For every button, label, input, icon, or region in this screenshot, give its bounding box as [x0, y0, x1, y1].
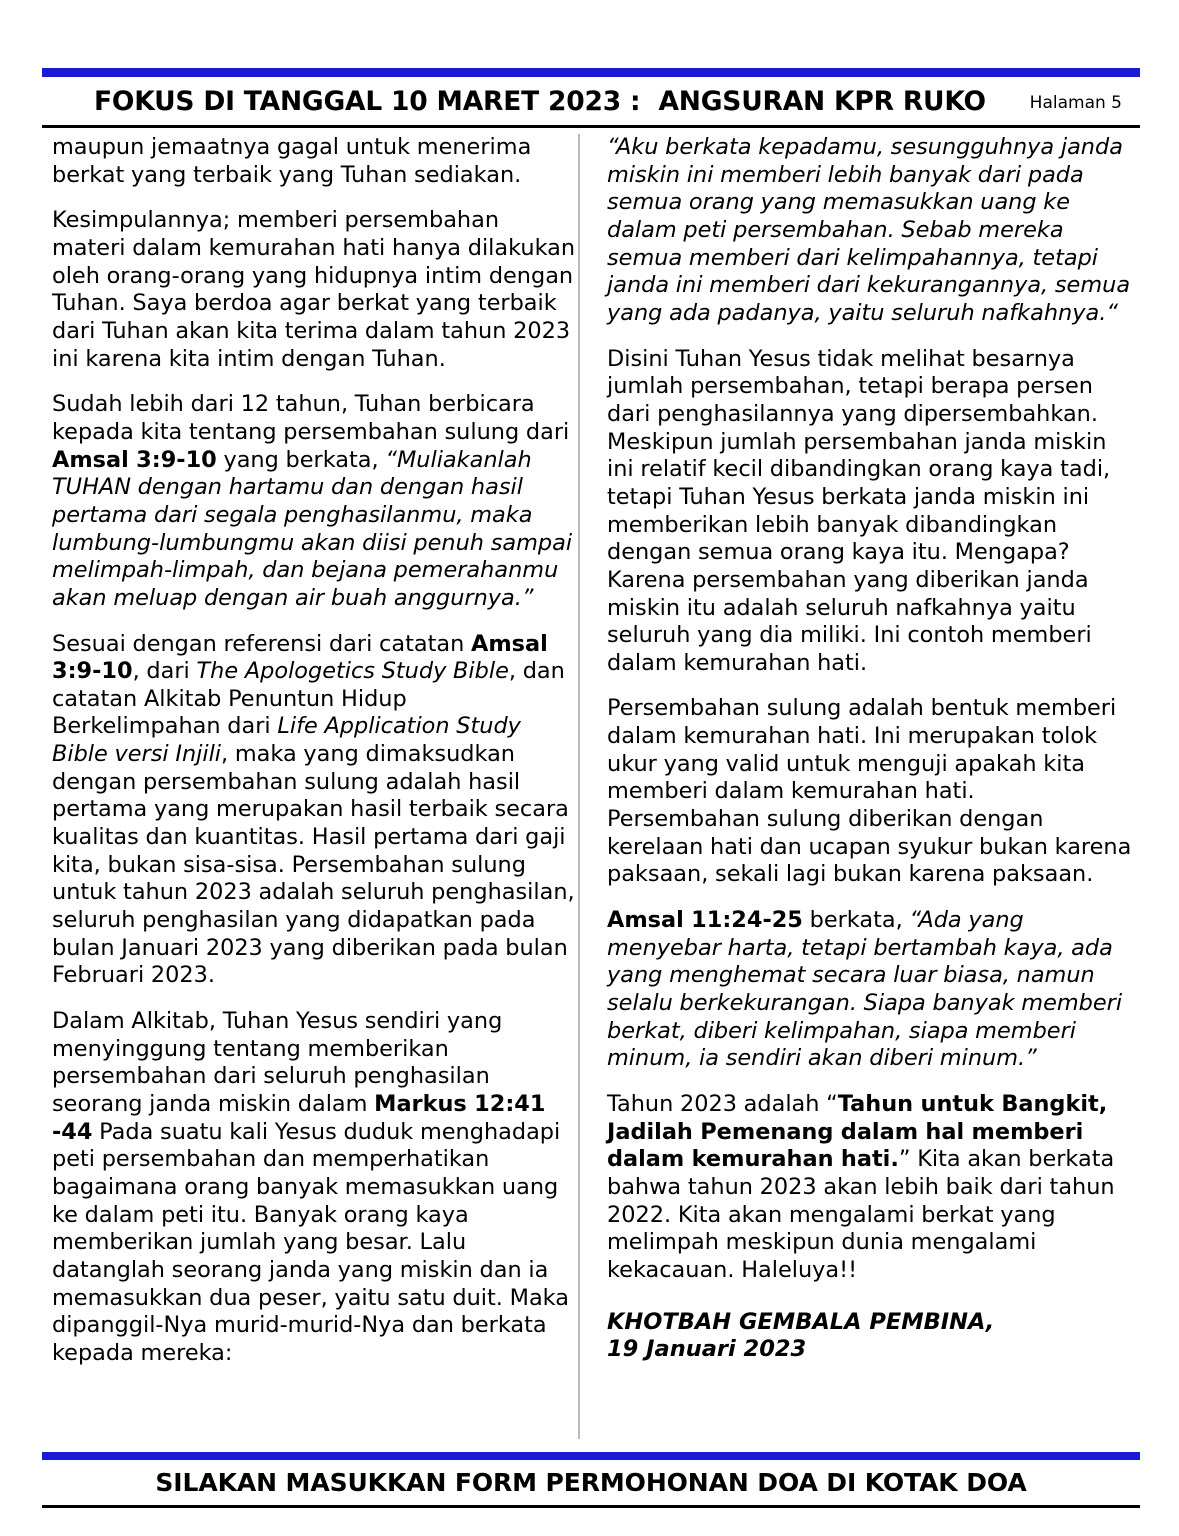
text-run: , dari: [132, 658, 197, 685]
emphasis-theme: Tahun untuk Bangkit, Jadilah Pemenang dalam hal memberi dalam kemurahan hati.: [607, 1091, 1108, 1173]
text-run: Sudah lebih dari 12 tahun, Tuhan berbicara kepada kita tentang persembahan sulung dari: [52, 391, 570, 445]
paragraph: maupun jemaatnya gagal untuk menerima berkat yang terbaik yang Tuhan sediakan.: [52, 134, 532, 188]
paragraph: Persembahan sulung adalah bentuk memberi dalam kemurahan hati. Ini merupakan tolok ukur yang valid untuk menguji apakah kita memberi dalam kemurahan hati. Persembahan sulung diberikan dengan kerelaan hati dan ucapan syukur bukan karena paksaan, sekali lagi bukan karena paksaan.: [607, 695, 1132, 888]
paragraph: Disini Tuhan Yesus tidak melihat besarnya jumlah persembahan, tetapi berapa persen dari penghasilannya yang dipersembahkan. Meskipun jumlah persembahan janda miskin ini relatif kecil dibandingkan orang kaya tadi, tetapi Tuhan Yesus berkata janda miskin ini memberikan lebih banyak dibandingkan dengan semua orang kaya itu. Mengapa? Karena persembahan yang diberikan janda miskin itu adalah seluruh nafkahnya yaitu seluruh yang dia miliki. Ini contoh memberi dalam kemurahan hati.: [607, 345, 1111, 676]
text-run: Dalam Alkitab, Tuhan Yesus sendiri yang menyinggung tentang memberikan persembahan dari seluruh penghasilan seorang janda miskin dalam: [52, 1008, 503, 1117]
text-run: ” Kita akan berkata bahwa tahun 2023 akan lebih baik dari tahun 2022. Kita akan mengalami berkat yang melimpah meskipun dunia mengalami kekacauan. Haleluya!!: [607, 1146, 1115, 1283]
header-bottom-rule: [42, 125, 1140, 128]
body-columns: [52, 134, 1132, 1434]
footer-bottom-rule: [42, 1505, 1140, 1508]
text-run: , dan catatan Alkitab Penuntun Hidup Berkelimpahan dari: [52, 658, 565, 740]
paragraph: [52, 631, 577, 991]
book-title: Life Application Study Bible versi Injili: [52, 713, 521, 768]
paragraph: [607, 1091, 1132, 1285]
text-run: , maka yang dimaksudkan dengan persembahan sulung adalah hasil pertama yang merupakan hasil terbaik secara kualitas dan kuantitas. Hasil pertama dari gaji kita, bukan sisa-sisa. Persembahan sulung untuk tahun 2023 adalah seluruh penghasilan, seluruh penghasilan yang didapatkan pada bulan Januari 2023 yang diberikan pada bulan Februari 2023.: [52, 741, 575, 989]
text-run: Sesuai dengan referensi dari catatan: [52, 630, 471, 657]
footer-top-rule: [42, 1452, 1140, 1460]
header-title: FOKUS DI TANGGAL 10 MARET 2023 : ANGSURAN KPR RUKO: [94, 85, 986, 117]
paragraph: [52, 391, 577, 612]
text-run: Pada suatu kali Yesus duduk menghadapi peti persembahan dan memperhatikan bagaimana orang banyak memasukkan uang ke dalam peti itu. Banyak orang kaya memberikan jumlah yang besar. Lalu datanglah seorang janda yang miskin dan ia memasukkan dua peser, yaitu satu duit. Maka dipanggil-Nya murid-murid-Nya dan berkata kepada mereka:: [52, 1118, 569, 1366]
scripture-reference: Amsal 3:9-10: [52, 446, 217, 473]
page-header: [42, 77, 1140, 125]
text-run: Tahun 2023 adalah “: [607, 1091, 838, 1117]
scripture-quote: “Muliakanlah TUHAN dengan hartamu dan dengan hasil pertama dari segala penghasilanmu, maka lumbung-lumbungmu akan diisi penuh sampai melimpah-limpah, dan bejana pemerahanmu akan meluap dengan air buah anggurnya.”: [52, 446, 573, 611]
scripture-quote: “Ada yang menyebar harta, tetapi bertambah kaya, ada yang menghemat secara luar biasa, namun selalu berkekurangan. Siapa banyak memberi berkat, diberi kelimpahan, siapa memberi minum, ia sendiri akan diberi minum.”: [607, 907, 1123, 1072]
footer-notice: SILAKAN MASUKKAN FORM PERMOHONAN DOA DI KOTAK DOA: [155, 1468, 1027, 1497]
signature-line-2: 19 Januari 2023: [607, 1335, 807, 1362]
paragraph: Kesimpulannya; memberi persembahan materi dalam kemurahan hati hanya dilakukan oleh orang-orang yang hidupnya intim dengan Tuhan. Saya berdoa agar berkat yang terbaik dari Tuhan akan kita terima dalam tahun 2023 ini karena kita intim dengan Tuhan.: [52, 207, 576, 372]
scripture-reference: Amsal 11:24-25: [607, 907, 803, 934]
paragraph: [52, 1008, 577, 1368]
scripture-reference: Amsal 3:9-10: [52, 630, 548, 685]
text-run: yang berkata,: [216, 446, 386, 473]
book-title: The Apologetics Study Bible: [196, 658, 509, 685]
signature-line-1: KHOTBAH GEMBALA PEMBINA,: [607, 1308, 995, 1335]
header-top-rule: [42, 68, 1140, 77]
scripture-reference: Markus 12:41 -44: [52, 1091, 546, 1145]
signature-block: [607, 1309, 1132, 1363]
page-number-label: Halaman 5: [1029, 93, 1122, 113]
right-column: [607, 134, 1132, 1434]
scripture-quote: “Aku berkata kepadamu, sesungguhnya janda miskin ini memberi lebih banyak dari pada semua orang yang memasukkan uang ke dalam peti persembahan. Sebab mereka semua memberi dari kelimpahannya, tetapi janda ini memberi dari kekurangannya, semua yang ada padanya, yaitu seluruh nafkahnya.“: [607, 134, 1131, 326]
left-column: [52, 134, 577, 1434]
paragraph: [607, 907, 1132, 1073]
text-run: berkata,: [802, 907, 910, 934]
